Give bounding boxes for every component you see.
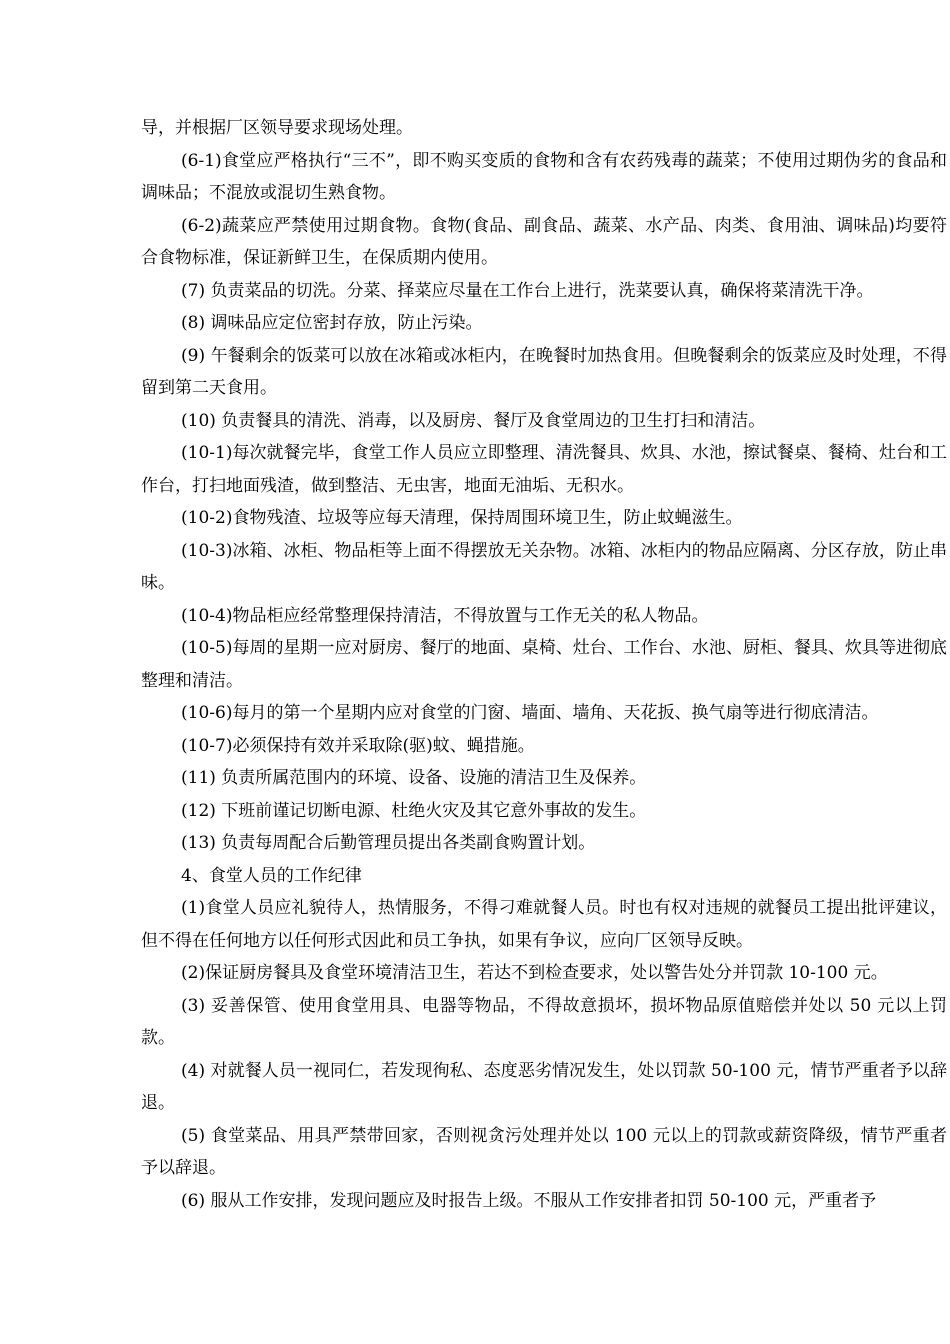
paragraph-10-7: (10-7)必须保持有效并采取除(驱)蚊、蝇措施。 (181, 735, 535, 756)
paragraph-9: (9) 午餐剩余的饭菜可以放在冰箱或冰柜内，在晚餐时加热食用。但晚餐剩余的饭菜应及时处理，不得留到第二天食用。 (141, 345, 947, 398)
rule-5: (5) 食堂菜品、用具严禁带回家，否则视贪污处理并处以 100 元以上的罚款或薪资降级，情节严重者予以辞退。 (141, 1125, 947, 1178)
paragraph-continuation: 导，并根据厂区领导要求现场处理。 (141, 118, 413, 138)
paragraph-10-4: (10-4)物品柜应经常整理保持清洁，不得放置与工作无关的私人物品。 (181, 605, 709, 626)
rule-1: (1)食堂人员应礼貌待人，热情服务，不得刁难就餐人员。时也有权对违规的就餐员工提出批评建议，但不得在任何地方以任何形式因此和员工争执，如果有争议，应向厂区领导反映。 (141, 898, 947, 951)
paragraph-12: (12) 下班前谨记切断电源、杜绝火灾及其它意外事故的发生。 (181, 800, 647, 821)
rule-6: (6) 服从工作安排，发现问题应及时报告上级。不服从工作安排者扣罚 50-100 元，严重者予 (181, 1190, 877, 1211)
paragraph-10-6: (10-6)每月的第一个星期内应对食堂的门窗、墙面、墙角、天花扳、换气扇等进行彻底清洁。 (181, 703, 879, 723)
document-body (141, 112, 947, 1217)
paragraph-10-3: (10-3)冰箱、冰柜、物品柜等上面不得摆放无关杂物。冰箱、冰柜内的物品应隔离、分区存放，防止串味。 (141, 540, 947, 593)
paragraph-13: (13) 负责每周配合后勤管理员提出各类副食购置计划。 (181, 833, 596, 853)
paragraph-10-2: (10-2)食物残渣、垃圾等应每天清理，保持周围环境卫生，防止蚊蝇滋生。 (181, 508, 743, 528)
paragraph-11: (11) 负责所属范围内的环境、设备、设施的清洁卫生及保养。 (181, 768, 647, 788)
paragraph-10-5: (10-5)每周的星期一应对厨房、餐厅的地面、桌椅、灶台、工作台、水池、厨柜、餐具、炊具等进彻底整理和清洁。 (141, 638, 947, 691)
rule-2: (2)保证厨房餐具及食堂环境清洁卫生，若达不到检查要求，处以警告处分并罚款 10-100 元。 (181, 963, 888, 983)
rule-4: (4) 对就餐人员一视同仁，若发现徇私、态度恶劣情况发生，处以罚款 50-100 元，情节严重者予以辞退。 (141, 1060, 947, 1113)
section-heading-4: 4、食堂人员的工作纪律 (181, 865, 362, 886)
rule-3: (3) 妥善保管、使用食堂用具、电器等物品，不得故意损坏，损坏物品原值赔偿并处以 50 元以上罚款。 (141, 995, 947, 1048)
paragraph-8: (8) 调味品应定位密封存放，防止污染。 (181, 313, 483, 333)
paragraph-10-1: (10-1)每次就餐完毕，食堂工作人员应立即整理、清洗餐具、炊具、水池，擦试餐桌、餐椅、灶台和工作台，打扫地面残渣，做到整洁、无虫害，地面无油垢、无积水。 (141, 443, 947, 496)
paragraph-10: (10) 负责餐具的清洗、消毒，以及厨房、餐厅及食堂周边的卫生打扫和清洁。 (181, 410, 766, 431)
paragraph-7: (7) 负责菜品的切洗。分菜、择菜应尽量在工作台上进行，洗菜要认真，确保将菜清洗干净。 (181, 280, 874, 301)
paragraph-6-1: (6-1)食堂应严格执行“三不”，即不购买变质的食物和含有农药残毒的蔬菜；不使用过期伪劣的食品和调味品；不混放或混切生熟食物。 (141, 150, 947, 203)
paragraph-6-2: (6-2)蔬菜应严禁使用过期食物。食物(食品、副食品、蔬菜、水产品、肉类、食用油、调味品)均要符合食物标准，保证新鲜卫生，在保质期内使用。 (141, 215, 947, 268)
